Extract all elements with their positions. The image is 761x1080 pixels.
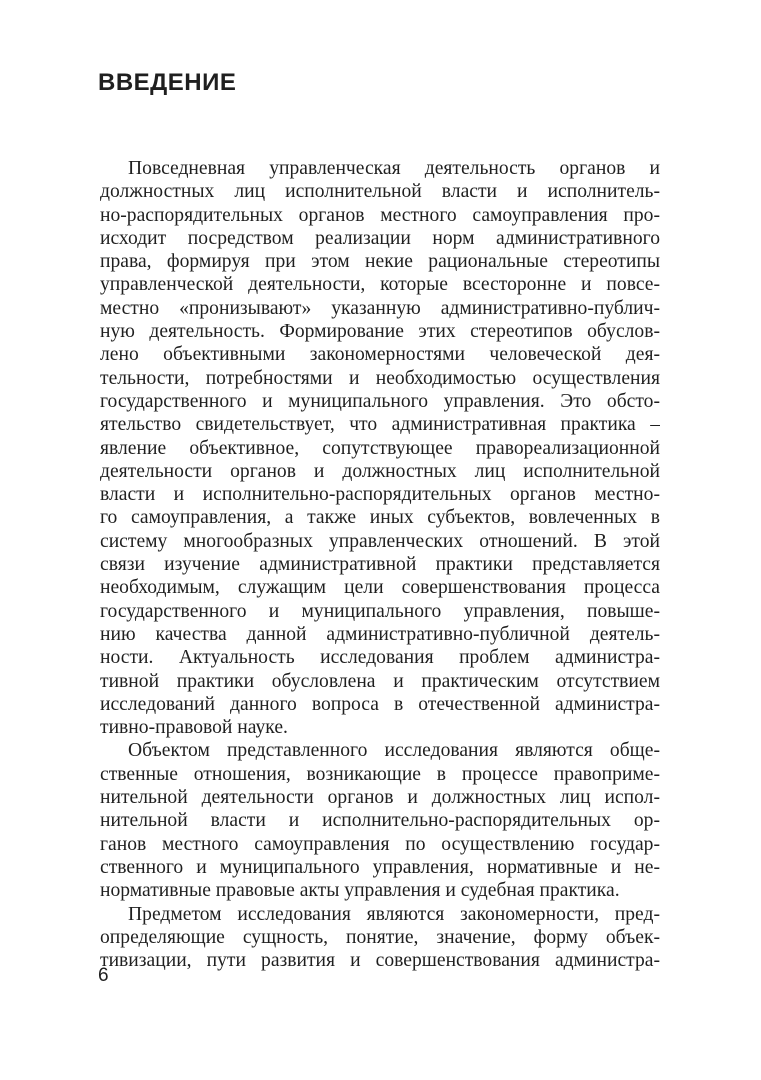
page-heading: ВВЕДЕНИЕ xyxy=(98,69,237,96)
text-line: нительной деятельности органов и должностных лиц испол- xyxy=(100,787,660,809)
page-number: 6 xyxy=(98,965,109,986)
text-line: ственные отношения, возникающие в процессе правоприме- xyxy=(100,763,660,785)
text-line: связи изучение административной практики представляется xyxy=(100,554,660,576)
text-line: ганов местного самоуправления по осуществлению государ- xyxy=(100,833,660,855)
text-line: Предметом исследования являются закономерности, пред- xyxy=(128,903,660,925)
text-line: нормативные правовые акты управления и судебная практика. xyxy=(100,880,620,902)
text-line: необходимым, служащим цели совершенствования процесса xyxy=(100,577,660,599)
text-line: ятельство свидетельствует, что административная практика – xyxy=(100,414,660,436)
text-line: права, формируя при этом некие рациональные стереотипы xyxy=(100,251,660,273)
text-line: ственного и муниципального управления, нормативные и не- xyxy=(100,856,660,878)
text-line: ную деятельность. Формирование этих стереотипов обуслов- xyxy=(100,321,660,343)
text-line: Повседневная управленческая деятельность органов и xyxy=(128,158,660,179)
text-line: го самоуправления, а также иных субъектов, вовлеченных в xyxy=(100,507,660,529)
text-line: определяющие сущность, понятие, значение, форму объек- xyxy=(100,926,660,948)
text-line: но-распорядительных органов местного самоуправления про- xyxy=(100,204,660,226)
text-line: нию качества данной административно-публичной деятель- xyxy=(100,623,660,645)
text-line: исследований данного вопроса в отечественной администра- xyxy=(100,693,660,715)
text-line: государственного и муниципального управления. Это обсто- xyxy=(100,390,660,412)
text-line: систему многообразных управленческих отношений. В этой xyxy=(100,530,660,552)
text-line: тивизации, пути развития и совершенствования администра- xyxy=(100,950,660,972)
text-line: исходит посредством реализации норм административного xyxy=(100,227,660,249)
text-line: ности. Актуальность исследования проблем администра- xyxy=(100,647,660,669)
text-line: тивной практики обусловлена и практическим отсутствием xyxy=(100,670,660,692)
text-line: явление объективное, сопутствующее правореализационной xyxy=(100,437,660,459)
text-line: должностных лиц исполнительной власти и исполнитель- xyxy=(100,181,660,203)
text-line: местно «пронизывают» указанную административно-публич- xyxy=(100,297,660,319)
body-text xyxy=(100,157,660,972)
text-line: деятельности органов и должностных лиц исполнительной xyxy=(100,460,660,482)
text-line: Объектом представленного исследования являются обще- xyxy=(128,740,660,762)
text-line: государственного и муниципального управления, повыше- xyxy=(100,600,660,622)
text-line: тельности, потребностями и необходимостью осуществления xyxy=(100,367,660,389)
text-line: тивно-правовой науке. xyxy=(100,717,288,739)
text-line: нительной власти и исполнительно-распорядительных ор- xyxy=(100,810,660,832)
text-line: управленческой деятельности, которые всесторонне и повсе- xyxy=(100,274,660,296)
text-line: лено объективными закономерностями человеческой дея- xyxy=(100,344,660,366)
text-line: власти и исполнительно-распорядительных органов местно- xyxy=(100,484,660,506)
